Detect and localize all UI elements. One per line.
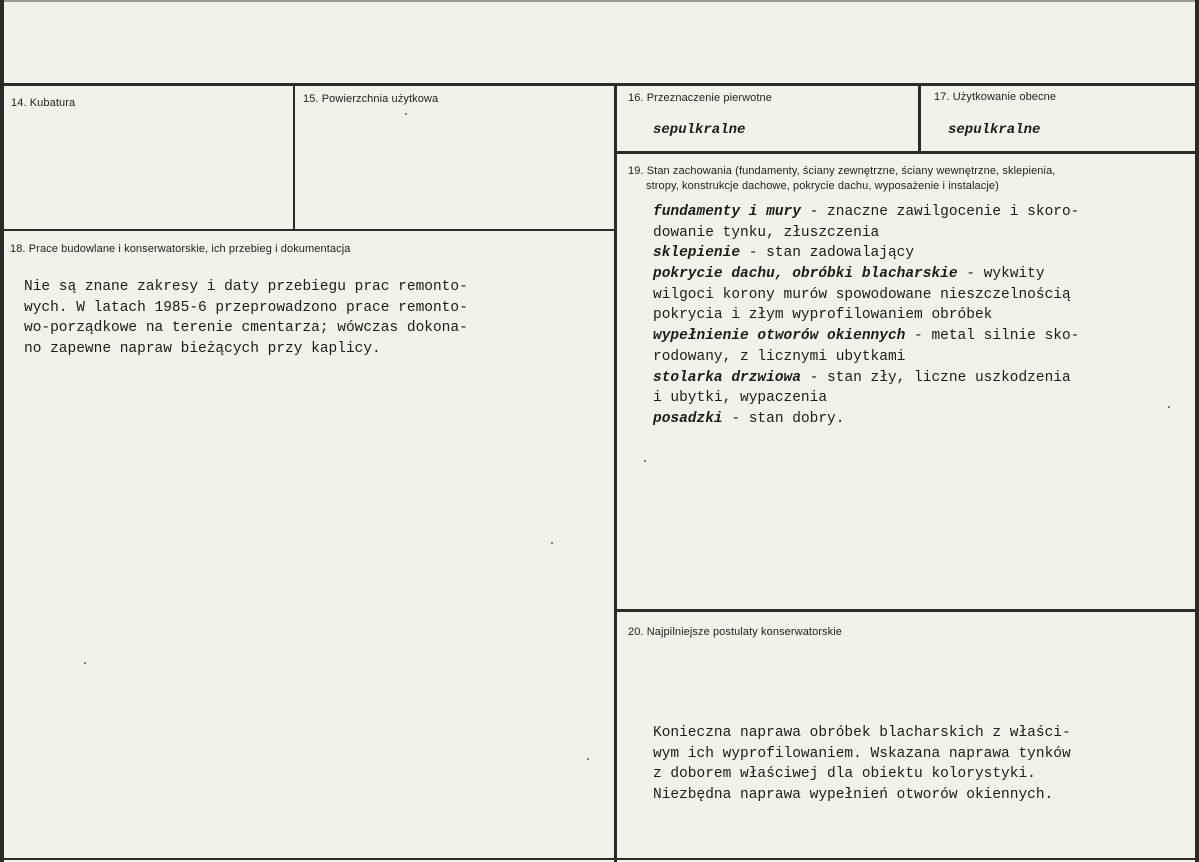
field-20-line: Niezbędna naprawa wypełnień otworów okiennych. (653, 787, 1054, 804)
field-19-plain: - wykwity (957, 266, 1045, 283)
field-20-text (653, 723, 1071, 806)
field-18-line: Nie są znane zakresy i daty przebiegu prac remonto- (24, 279, 468, 295)
paper-speck (405, 113, 407, 115)
rule-under-14-15 (4, 229, 616, 231)
field-19-text (653, 202, 1079, 430)
field-19-label-line2: stropy, konstrukcje dachowe, pokrycie dachu, wyposażenie i instalacje) (646, 180, 999, 192)
field-16-value: sepulkralne (653, 122, 746, 138)
field-19-plain: rodowany, z licznymi ubytkami (653, 348, 906, 365)
field-20-line: Konieczna naprawa obróbek blacharskich z właści- (653, 725, 1071, 741)
field-17-value: sepulkralne (948, 122, 1041, 138)
field-19-emphasis: pokrycie dachu, obróbki blacharskie (653, 266, 958, 283)
field-19-plain: pokrycia i złym wyprofilowaniem obróbek (653, 307, 993, 324)
field-16-label: 16. Przeznaczenie pierwotne (628, 92, 772, 104)
right-edge (1195, 0, 1199, 862)
field-18-line: wych. W latach 1985-6 przeprowadzono prace remonto- (24, 299, 468, 316)
field-19-line (653, 305, 1079, 326)
field-19-emphasis: stolarka drzwiowa (653, 369, 801, 386)
rule-under-16-17 (616, 151, 1195, 154)
field-19-emphasis: wypełnienie otworów okiennych (653, 328, 906, 345)
paper-speck (551, 542, 553, 544)
field-19-line (653, 264, 1079, 285)
field-19-line (653, 285, 1079, 306)
field-19-line (653, 347, 1079, 368)
field-19-plain: - metal silnie sko- (905, 328, 1080, 345)
field-19-line (653, 223, 1079, 244)
field-18-line: wo-porządkowe na terenie cmentarza; wówczas dokona- (24, 320, 468, 337)
top-edge (0, 0, 1199, 2)
field-20-line: wym ich wyprofilowaniem. Wskazana naprawa tynków (653, 745, 1071, 762)
field-17-label: 17. Użytkowanie obecne (934, 91, 1057, 103)
paper-speck (1168, 406, 1170, 408)
field-19-line (653, 388, 1079, 409)
divider-center (614, 85, 617, 862)
field-19-line (653, 243, 1079, 264)
field-19-line (653, 202, 1079, 223)
paper-speck (644, 460, 646, 462)
field-19-emphasis: fundamenty i mury (653, 204, 801, 220)
field-19-label-line1: 19. Stan zachowania (fundamenty, ściany zewnętrzne, ściany wewnętrzne, sklepienia, (628, 165, 1056, 177)
paper-speck (587, 758, 589, 760)
divider-14-15 (293, 85, 295, 230)
field-19-plain: - stan zadowalający (740, 245, 915, 262)
field-19-plain: - znaczne zawilgocenie i skoro- (800, 204, 1080, 220)
rule-above-20 (616, 609, 1195, 612)
field-19-emphasis: posadzki (653, 410, 723, 427)
top-rule (4, 83, 1195, 86)
paper-speck (84, 662, 86, 664)
field-14-label: 14. Kubatura (11, 97, 76, 109)
field-18-label: 18. Prace budowlane i konserwatorskie, ich przebieg i dokumentacja (10, 243, 351, 255)
divider-16-17 (918, 85, 921, 153)
field-18-line: no zapewne napraw bieżących przy kaplicy. (24, 341, 381, 358)
field-19-plain: wilgoci korony murów spowodowane nieszczelnością (653, 286, 1071, 303)
field-19-line (653, 326, 1079, 347)
field-15-label: 15. Powierzchnia użytkowa (303, 93, 439, 105)
field-20-label: 20. Najpilniejsze postulaty konserwatorskie (628, 626, 843, 638)
field-19-plain: dowanie tynku, złuszczenia (653, 224, 880, 241)
field-19-line (653, 368, 1079, 389)
left-edge (0, 0, 4, 862)
field-19-line (653, 409, 1079, 430)
field-19-emphasis: sklepienie (653, 245, 741, 262)
field-20-line: z doborem właściwej dla obiektu kolorystyki. (653, 766, 1036, 783)
field-19-plain: - stan dobry. (722, 410, 845, 427)
field-19-plain: - stan zły, liczne uszkodzenia (800, 369, 1071, 386)
field-19-plain: i ubytki, wypaczenia (653, 390, 828, 407)
field-18-text (24, 277, 468, 360)
bottom-rule (4, 858, 1195, 860)
